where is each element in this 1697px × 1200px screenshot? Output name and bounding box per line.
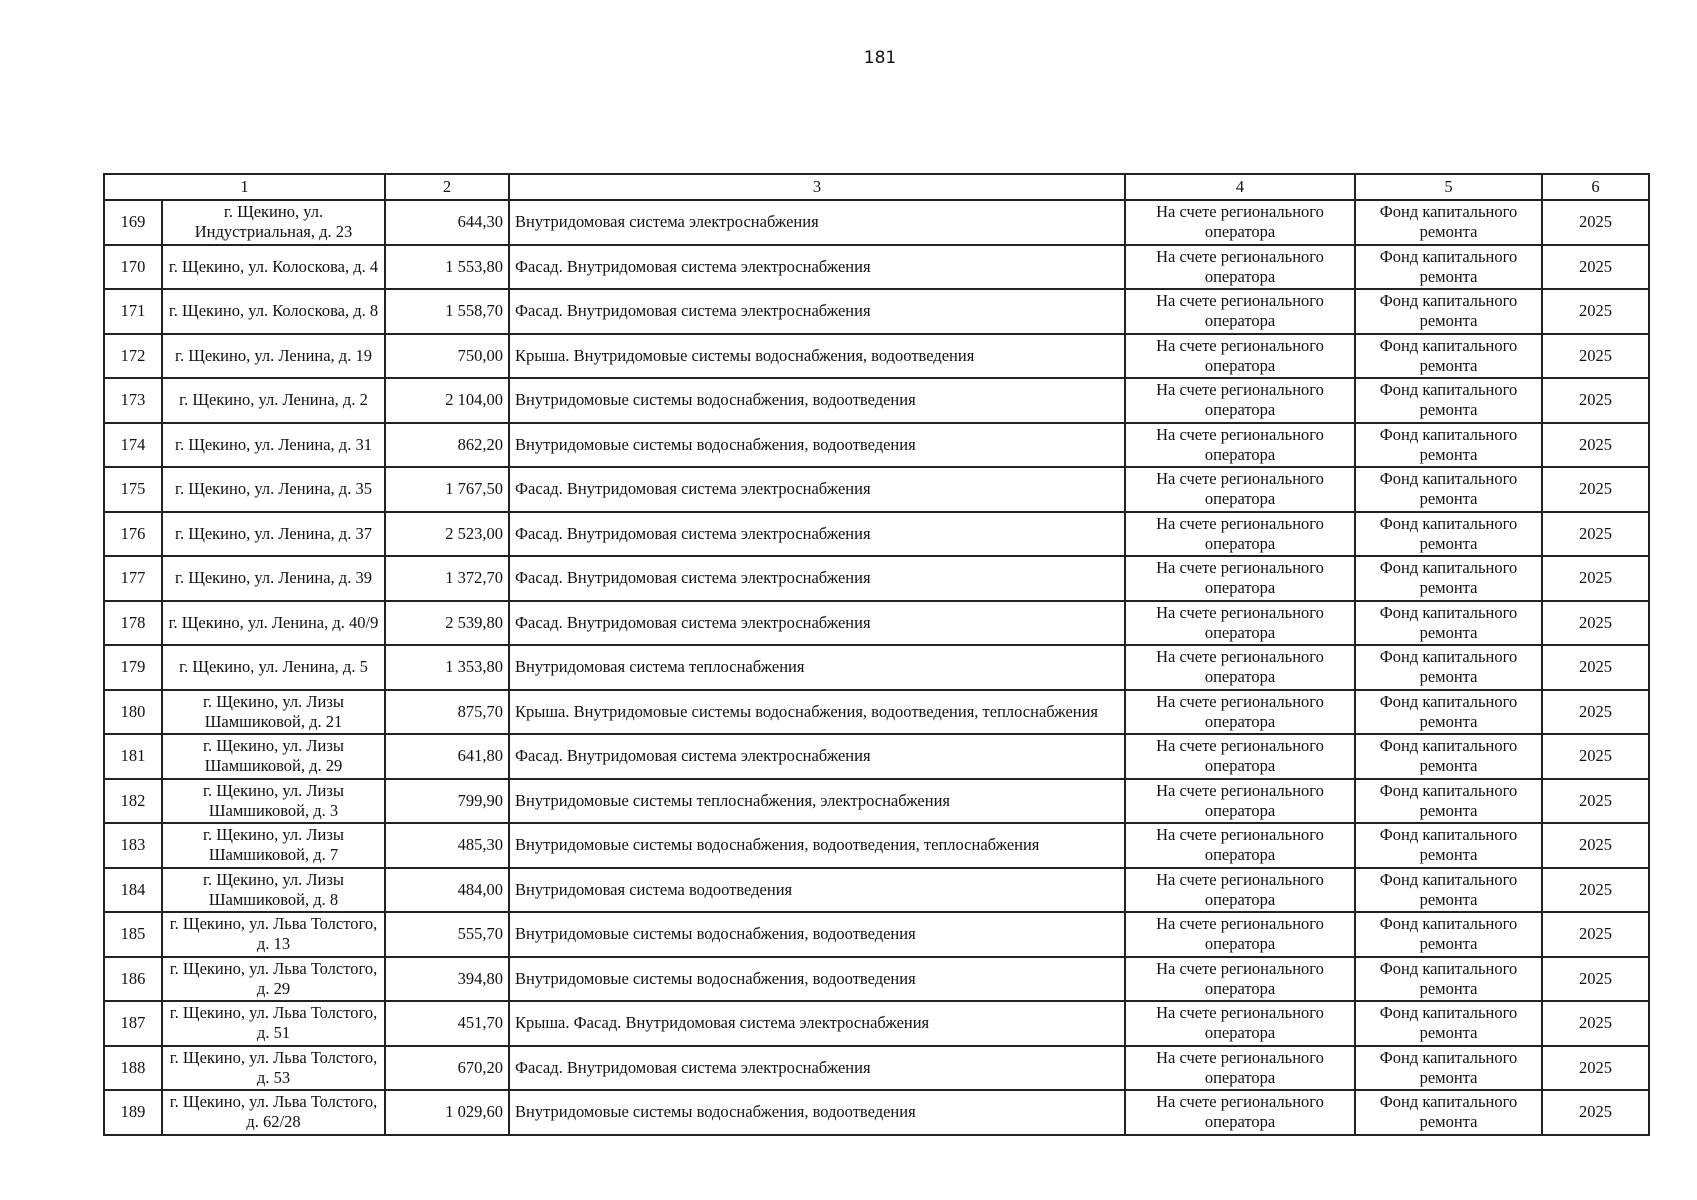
works-cell: Крыша. Внутридомовые системы водоснабжения, водоотведения: [509, 334, 1125, 379]
works-cell: Внутридомовые системы водоснабжения, водоотведения: [509, 1090, 1125, 1135]
area-cell: 1 372,70: [385, 556, 509, 601]
works-cell: Внутридомовая система теплоснабжения: [509, 645, 1125, 690]
address-cell: г. Щекино, ул. Ленина, д. 19: [162, 334, 385, 379]
area-cell: 1 558,70: [385, 289, 509, 334]
area-cell: 799,90: [385, 779, 509, 824]
works-cell: Фасад. Внутридомовая система электроснабжения: [509, 1046, 1125, 1091]
works-cell: Внутридомовые системы водоснабжения, водоотведения: [509, 912, 1125, 957]
row-number: 185: [104, 912, 162, 957]
fund-cell: Фонд капитального ремонта: [1355, 423, 1542, 468]
address-cell: г. Щекино, ул. Льва Толстого, д. 62/28: [162, 1090, 385, 1135]
account-cell: На счете регионального оператора: [1125, 289, 1355, 334]
table-row: [104, 1090, 1649, 1135]
year-cell: 2025: [1542, 823, 1649, 868]
address-cell: г. Щекино, ул. Льва Толстого, д. 51: [162, 1001, 385, 1046]
works-cell: Фасад. Внутридомовая система электроснабжения: [509, 734, 1125, 779]
table-row: [104, 1001, 1649, 1046]
fund-cell: Фонд капитального ремонта: [1355, 289, 1542, 334]
row-number: 181: [104, 734, 162, 779]
area-cell: 2 104,00: [385, 378, 509, 423]
address-cell: г. Щекино, ул. Ленина, д. 35: [162, 467, 385, 512]
year-cell: 2025: [1542, 200, 1649, 245]
year-cell: 2025: [1542, 734, 1649, 779]
address-cell: г. Щекино, ул. Льва Толстого, д. 53: [162, 1046, 385, 1091]
works-cell: Фасад. Внутридомовая система электроснабжения: [509, 512, 1125, 557]
account-cell: На счете регионального оператора: [1125, 1001, 1355, 1046]
row-number: 182: [104, 779, 162, 824]
year-cell: 2025: [1542, 1090, 1649, 1135]
works-cell: Фасад. Внутридомовая система электроснабжения: [509, 467, 1125, 512]
area-cell: 485,30: [385, 823, 509, 868]
fund-cell: Фонд капитального ремонта: [1355, 556, 1542, 601]
row-number: 183: [104, 823, 162, 868]
account-cell: На счете регионального оператора: [1125, 690, 1355, 735]
works-cell: Крыша. Фасад. Внутридомовая система электроснабжения: [509, 1001, 1125, 1046]
account-cell: На счете регионального оператора: [1125, 334, 1355, 379]
fund-cell: Фонд капитального ремонта: [1355, 779, 1542, 824]
table-row: [104, 334, 1649, 379]
header-col-4: 4: [1125, 174, 1355, 200]
fund-cell: Фонд капитального ремонта: [1355, 823, 1542, 868]
works-cell: Внутридомовая система электроснабжения: [509, 200, 1125, 245]
address-cell: г. Щекино, ул. Лизы Шамшиковой, д. 3: [162, 779, 385, 824]
row-number: 173: [104, 378, 162, 423]
address-cell: г. Щекино, ул. Лизы Шамшиковой, д. 29: [162, 734, 385, 779]
fund-cell: Фонд капитального ремонта: [1355, 601, 1542, 646]
fund-cell: Фонд капитального ремонта: [1355, 912, 1542, 957]
area-cell: 1 353,80: [385, 645, 509, 690]
area-cell: 1 553,80: [385, 245, 509, 290]
table-row: [104, 779, 1649, 824]
area-cell: 1 767,50: [385, 467, 509, 512]
row-number: 172: [104, 334, 162, 379]
account-cell: На счете регионального оператора: [1125, 556, 1355, 601]
year-cell: 2025: [1542, 779, 1649, 824]
table-row: [104, 1046, 1649, 1091]
account-cell: На счете регионального оператора: [1125, 823, 1355, 868]
fund-cell: Фонд капитального ремонта: [1355, 512, 1542, 557]
account-cell: На счете регионального оператора: [1125, 512, 1355, 557]
works-cell: Внутридомовые системы водоснабжения, водоотведения: [509, 957, 1125, 1002]
table-row: [104, 912, 1649, 957]
account-cell: На счете регионального оператора: [1125, 601, 1355, 646]
address-cell: г. Щекино, ул. Льва Толстого, д. 13: [162, 912, 385, 957]
area-cell: 394,80: [385, 957, 509, 1002]
table-row: [104, 690, 1649, 735]
address-cell: г. Щекино, ул. Лизы Шамшиковой, д. 7: [162, 823, 385, 868]
year-cell: 2025: [1542, 912, 1649, 957]
year-cell: 2025: [1542, 601, 1649, 646]
header-col-1: 1: [104, 174, 385, 200]
table-row: [104, 245, 1649, 290]
year-cell: 2025: [1542, 245, 1649, 290]
year-cell: 2025: [1542, 512, 1649, 557]
area-cell: 750,00: [385, 334, 509, 379]
capital-repair-table: [103, 173, 1650, 1136]
row-number: 186: [104, 957, 162, 1002]
address-cell: г. Щекино, ул. Ленина, д. 2: [162, 378, 385, 423]
row-number: 177: [104, 556, 162, 601]
area-cell: 641,80: [385, 734, 509, 779]
year-cell: 2025: [1542, 289, 1649, 334]
row-number: 189: [104, 1090, 162, 1135]
account-cell: На счете регионального оператора: [1125, 734, 1355, 779]
account-cell: На счете регионального оператора: [1125, 1046, 1355, 1091]
account-cell: На счете регионального оператора: [1125, 200, 1355, 245]
area-cell: 451,70: [385, 1001, 509, 1046]
year-cell: 2025: [1542, 423, 1649, 468]
row-number: 178: [104, 601, 162, 646]
table-row: [104, 957, 1649, 1002]
area-cell: 670,20: [385, 1046, 509, 1091]
area-cell: 484,00: [385, 868, 509, 913]
table-row: [104, 289, 1649, 334]
header-col-6: 6: [1542, 174, 1649, 200]
works-cell: Внутридомовые системы водоснабжения, водоотведения: [509, 378, 1125, 423]
address-cell: г. Щекино, ул. Колоскова, д. 8: [162, 289, 385, 334]
works-cell: Фасад. Внутридомовая система электроснабжения: [509, 556, 1125, 601]
year-cell: 2025: [1542, 1046, 1649, 1091]
area-cell: 2 539,80: [385, 601, 509, 646]
fund-cell: Фонд капитального ремонта: [1355, 1046, 1542, 1091]
table-row: [104, 378, 1649, 423]
fund-cell: Фонд капитального ремонта: [1355, 200, 1542, 245]
row-number: 171: [104, 289, 162, 334]
works-cell: Внутридомовые системы водоснабжения, водоотведения, теплоснабжения: [509, 823, 1125, 868]
table-row: [104, 823, 1649, 868]
account-cell: На счете регионального оператора: [1125, 245, 1355, 290]
row-number: 180: [104, 690, 162, 735]
fund-cell: Фонд капитального ремонта: [1355, 334, 1542, 379]
account-cell: На счете регионального оператора: [1125, 957, 1355, 1002]
account-cell: На счете регионального оператора: [1125, 912, 1355, 957]
header-col-3: 3: [509, 174, 1125, 200]
year-cell: 2025: [1542, 868, 1649, 913]
account-cell: На счете регионального оператора: [1125, 423, 1355, 468]
year-cell: 2025: [1542, 690, 1649, 735]
year-cell: 2025: [1542, 556, 1649, 601]
year-cell: 2025: [1542, 378, 1649, 423]
account-cell: На счете регионального оператора: [1125, 868, 1355, 913]
row-number: 176: [104, 512, 162, 557]
table-body: [104, 200, 1649, 1135]
header-col-5: 5: [1355, 174, 1542, 200]
page-number: 181: [863, 48, 897, 68]
table-row: [104, 645, 1649, 690]
address-cell: г. Щекино, ул. Ленина, д. 37: [162, 512, 385, 557]
account-cell: На счете регионального оператора: [1125, 378, 1355, 423]
address-cell: г. Щекино, ул. Ленина, д. 40/9: [162, 601, 385, 646]
year-cell: 2025: [1542, 645, 1649, 690]
table-row: [104, 423, 1649, 468]
works-cell: Фасад. Внутридомовая система электроснабжения: [509, 289, 1125, 334]
year-cell: 2025: [1542, 957, 1649, 1002]
area-cell: 1 029,60: [385, 1090, 509, 1135]
account-cell: На счете регионального оператора: [1125, 1090, 1355, 1135]
address-cell: г. Щекино, ул. Ленина, д. 31: [162, 423, 385, 468]
table-header-row: [104, 174, 1649, 200]
area-cell: 555,70: [385, 912, 509, 957]
header-col-2: 2: [385, 174, 509, 200]
address-cell: г. Щекино, ул. Лизы Шамшиковой, д. 8: [162, 868, 385, 913]
works-cell: Крыша. Внутридомовые системы водоснабжения, водоотведения, теплоснабжения: [509, 690, 1125, 735]
table-row: [104, 868, 1649, 913]
table-row: [104, 734, 1649, 779]
address-cell: г. Щекино, ул. Индустриальная, д. 23: [162, 200, 385, 245]
fund-cell: Фонд капитального ремонта: [1355, 734, 1542, 779]
fund-cell: Фонд капитального ремонта: [1355, 245, 1542, 290]
area-cell: 644,30: [385, 200, 509, 245]
works-cell: Внутридомовые системы теплоснабжения, электроснабжения: [509, 779, 1125, 824]
year-cell: 2025: [1542, 1001, 1649, 1046]
row-number: 174: [104, 423, 162, 468]
table-row: [104, 601, 1649, 646]
fund-cell: Фонд капитального ремонта: [1355, 957, 1542, 1002]
row-number: 187: [104, 1001, 162, 1046]
fund-cell: Фонд капитального ремонта: [1355, 645, 1542, 690]
year-cell: 2025: [1542, 467, 1649, 512]
area-cell: 2 523,00: [385, 512, 509, 557]
row-number: 179: [104, 645, 162, 690]
account-cell: На счете регионального оператора: [1125, 645, 1355, 690]
row-number: 175: [104, 467, 162, 512]
address-cell: г. Щекино, ул. Лизы Шамшиковой, д. 21: [162, 690, 385, 735]
address-cell: г. Щекино, ул. Ленина, д. 5: [162, 645, 385, 690]
row-number: 184: [104, 868, 162, 913]
table-row: [104, 556, 1649, 601]
table-row: [104, 467, 1649, 512]
fund-cell: Фонд капитального ремонта: [1355, 1090, 1542, 1135]
address-cell: г. Щекино, ул. Колоскова, д. 4: [162, 245, 385, 290]
address-cell: г. Щекино, ул. Ленина, д. 39: [162, 556, 385, 601]
works-cell: Фасад. Внутридомовая система электроснабжения: [509, 601, 1125, 646]
area-cell: 875,70: [385, 690, 509, 735]
fund-cell: Фонд капитального ремонта: [1355, 1001, 1542, 1046]
table-row: [104, 200, 1649, 245]
table-row: [104, 512, 1649, 557]
row-number: 170: [104, 245, 162, 290]
fund-cell: Фонд капитального ремонта: [1355, 467, 1542, 512]
works-cell: Внутридомовая система водоотведения: [509, 868, 1125, 913]
year-cell: 2025: [1542, 334, 1649, 379]
works-cell: Внутридомовые системы водоснабжения, водоотведения: [509, 423, 1125, 468]
address-cell: г. Щекино, ул. Льва Толстого, д. 29: [162, 957, 385, 1002]
fund-cell: Фонд капитального ремонта: [1355, 868, 1542, 913]
account-cell: На счете регионального оператора: [1125, 779, 1355, 824]
fund-cell: Фонд капитального ремонта: [1355, 690, 1542, 735]
account-cell: На счете регионального оператора: [1125, 467, 1355, 512]
row-number: 169: [104, 200, 162, 245]
row-number: 188: [104, 1046, 162, 1091]
area-cell: 862,20: [385, 423, 509, 468]
works-cell: Фасад. Внутридомовая система электроснабжения: [509, 245, 1125, 290]
fund-cell: Фонд капитального ремонта: [1355, 378, 1542, 423]
